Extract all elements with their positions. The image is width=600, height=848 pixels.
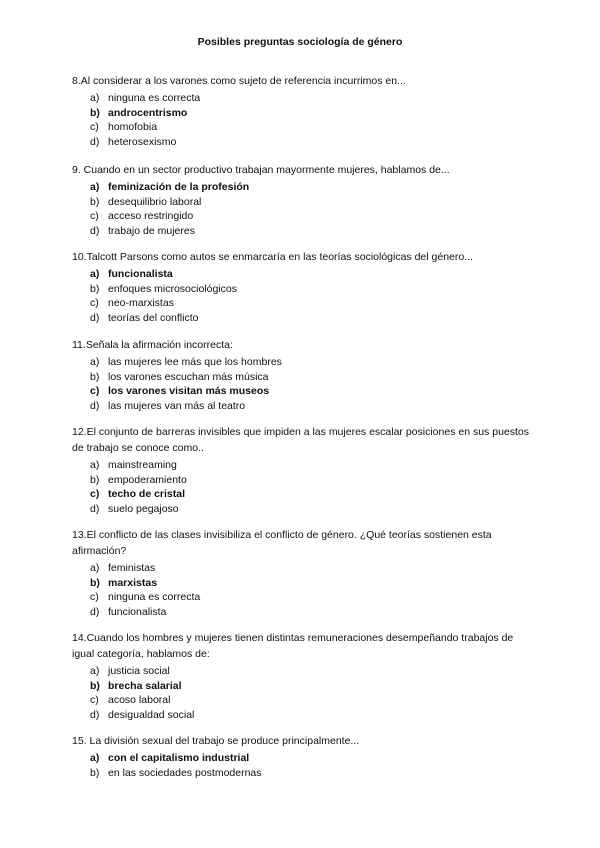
option-text: acoso laboral: [108, 694, 171, 707]
question: [72, 527, 532, 620]
option-letter: a): [90, 268, 100, 280]
option-letter: d): [90, 400, 100, 413]
option: [72, 355, 532, 370]
question: [72, 424, 532, 517]
option-text: feminización de la profesión: [108, 181, 250, 193]
option-letter: b): [90, 473, 100, 486]
option-list: [72, 267, 532, 326]
option: [72, 605, 532, 620]
option-letter: d): [90, 136, 100, 149]
option-text: acceso restringido: [108, 210, 194, 223]
option: [72, 120, 532, 135]
option-text: las mujeres van más al teatro: [108, 400, 246, 413]
option-letter: a): [90, 562, 100, 574]
option-list: [72, 751, 532, 780]
option-text: techo de cristal: [108, 488, 186, 501]
option-letter: a): [90, 752, 100, 764]
correct-option: [72, 679, 532, 694]
option-text: neo-marxistas: [108, 297, 174, 310]
option-text: feministas: [108, 562, 156, 574]
option-letter: b): [90, 282, 100, 295]
option: [72, 224, 532, 239]
option: [72, 399, 532, 414]
option: [72, 195, 532, 210]
option-text: teorías del conflicto: [108, 312, 199, 325]
option-text: ninguna es correcta: [108, 591, 201, 604]
option-text: funcionalista: [108, 606, 167, 619]
option-letter: d): [90, 312, 100, 325]
option-letter: a): [90, 459, 100, 471]
question-text: 15. La división sexual del trabajo se produce principalmente...: [72, 735, 360, 747]
correct-option: [72, 384, 532, 399]
option-letter: d): [90, 709, 100, 722]
option-text: con el capitalismo industrial: [108, 752, 250, 764]
option-letter: c): [90, 694, 99, 707]
option: [72, 708, 532, 723]
option-text: heterosexismo: [108, 136, 177, 149]
option-text: enfoques microsociológicos: [108, 282, 237, 295]
correct-option: [72, 576, 532, 591]
option-list: [72, 180, 532, 239]
option-text: ninguna es correcta: [108, 92, 201, 104]
option-letter: d): [90, 503, 100, 516]
option-text: las mujeres lee más que los hombres: [108, 356, 282, 368]
correct-option: [72, 180, 532, 195]
question: [72, 249, 532, 326]
option-letter: a): [90, 356, 100, 368]
option: [72, 91, 532, 106]
question-text: 8.Al considerar a los varones como sujeto de referencia incurrimos en...: [72, 75, 406, 87]
option-text: los varones escuchan más música: [108, 370, 269, 383]
option-text: homofobia: [108, 121, 158, 134]
question-text: 11.Señala la afirmación incorrecta:: [72, 339, 233, 351]
question: [72, 162, 532, 239]
correct-option: [72, 751, 532, 766]
option: [72, 473, 532, 488]
question: [72, 73, 532, 150]
question-text: 13.El conflicto de las clases invisibiliza el conflicto de género. ¿Qué teorías sostienen esta afirmación?: [72, 529, 492, 557]
option: [72, 664, 532, 679]
option: [72, 502, 532, 517]
option: [72, 370, 532, 385]
option-text: funcionalista: [108, 268, 173, 280]
option: [72, 135, 532, 150]
option-text: androcentrismo: [108, 106, 188, 119]
option-letter: a): [90, 92, 100, 104]
correct-option: [72, 106, 532, 121]
option: [72, 458, 532, 473]
correct-option: [72, 267, 532, 282]
option-text: los varones visitan más museos: [108, 385, 270, 398]
question: [72, 337, 532, 414]
option-text: mainstreaming: [108, 459, 177, 471]
option: [72, 766, 532, 781]
option-text: marxistas: [108, 576, 158, 589]
question: [72, 733, 532, 780]
option: [72, 282, 532, 297]
option: [72, 561, 532, 576]
option: [72, 590, 532, 605]
option: [72, 693, 532, 708]
option-letter: d): [90, 225, 100, 238]
option-text: suelo pegajoso: [108, 503, 179, 516]
option-letter: b): [90, 766, 100, 779]
option-letter: c): [90, 121, 99, 134]
option-list: [72, 561, 532, 620]
option-text: en las sociedades postmodernas: [108, 766, 262, 779]
option-letter: b): [90, 576, 100, 589]
option-list: [72, 91, 532, 150]
option-letter: c): [90, 385, 100, 398]
option: [72, 311, 532, 326]
option: [72, 296, 532, 311]
option-letter: a): [90, 665, 100, 677]
option-text: trabajo de mujeres: [108, 225, 195, 238]
option-list: [72, 458, 532, 517]
option-text: desigualdad social: [108, 709, 195, 722]
option-list: [72, 355, 532, 414]
option-text: empoderamiento: [108, 473, 187, 486]
option-text: justicia social: [108, 665, 170, 677]
option-list: [72, 664, 532, 723]
option-letter: c): [90, 488, 100, 501]
option-letter: a): [90, 181, 100, 193]
option-text: desequilibrio laboral: [108, 195, 202, 208]
question-text: 12.El conjunto de barreras invisibles que impiden a las mujeres escalar posiciones en sus puestos de trabajo se conoce como..: [72, 426, 530, 454]
page-title: Posibles preguntas sociología de género: [197, 36, 403, 48]
option-letter: d): [90, 606, 100, 619]
question-text: 14.Cuando los hombres y mujeres tienen distintas remuneraciones desempeñando trabajos de igual categoría, hablamos de:: [72, 632, 514, 660]
option-letter: c): [90, 210, 99, 223]
option-letter: c): [90, 591, 99, 604]
option-letter: b): [90, 370, 100, 383]
correct-option: [72, 487, 532, 502]
option-letter: b): [90, 106, 100, 119]
option-letter: b): [90, 195, 100, 208]
option-letter: c): [90, 297, 99, 310]
question-text: 9. Cuando en un sector productivo trabajan mayormente mujeres, hablamos de...: [72, 164, 450, 176]
question: [72, 630, 532, 723]
option-text: brecha salarial: [108, 679, 182, 692]
option-letter: b): [90, 679, 100, 692]
question-text: 10.Talcott Parsons como autos se enmarcaría en las teorías sociológicas del género...: [72, 251, 473, 263]
option: [72, 209, 532, 224]
